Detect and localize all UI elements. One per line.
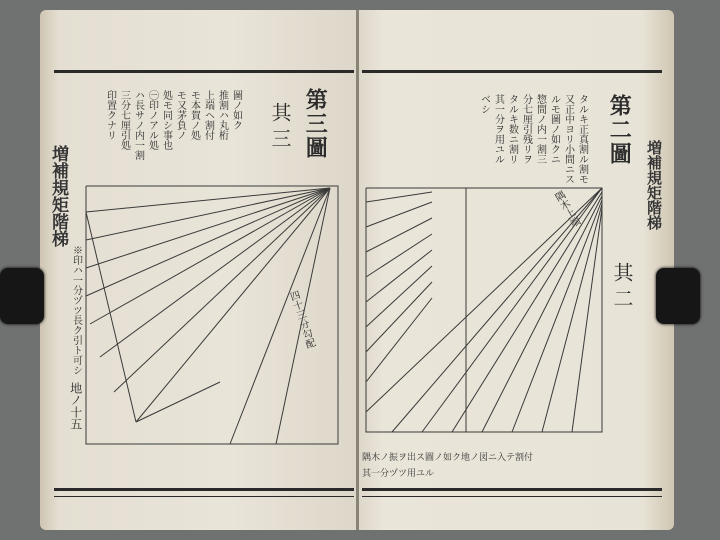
left-note-8: ハ長サノ内一割 [132, 90, 144, 160]
left-note-5: モ又茅負ノ [174, 90, 186, 140]
bottom-thin-rule-left [54, 496, 354, 497]
top-rule-right [362, 70, 662, 73]
open-book [40, 10, 674, 530]
left-page-title: 第三圖 [302, 88, 329, 160]
right-note-3: ルモ圖ノ如クニ [548, 94, 560, 164]
bottom-rule-left [54, 488, 354, 491]
right-note-4: 惣間ノ内一割三 [534, 94, 546, 164]
right-diagram-label: 隅木上端 [551, 189, 581, 230]
left-fan-diagram [80, 182, 342, 452]
top-rule-left [54, 70, 354, 73]
book-gutter [356, 10, 359, 530]
left-note-7: ㊀印ノアル処 [146, 90, 158, 150]
right-note-8: ベシ [478, 94, 490, 114]
right-note-7: 其一分ヲ用ユル [492, 94, 504, 164]
right-binding-clip [656, 268, 700, 324]
right-note-1: タルキ正真割ル割モ [576, 94, 588, 184]
right-page-subtitle: 其二 [610, 262, 634, 314]
page-number: 地ノ十五 [68, 382, 83, 430]
bottom-rule-right [362, 488, 662, 491]
left-note-3: 上端ヘ割付 [202, 90, 214, 140]
left-binding-clip [0, 268, 44, 324]
left-note-9: 三分七厘引処 [118, 90, 130, 150]
left-note-1: 圖ノ如ク [230, 90, 242, 130]
left-margin-title: 増補規矩階梯 [48, 145, 68, 247]
left-note-6: 処モ同シ事也 [160, 90, 172, 150]
right-page-title: 第二圖 [606, 94, 633, 166]
left-note-4: モ本賀ノ処 [188, 90, 200, 140]
left-note-2: 推割ハ丸桁 [216, 90, 228, 140]
left-margin-note: ※印ハ一分ヅツ長ク引ト可シ [70, 245, 82, 375]
right-footnote-1: 隅木ノ振ヲ出ス圖ノ如ク地ノ図ニ入テ割付 [362, 453, 534, 463]
right-note-5: 分七厘引残リヲ [520, 94, 532, 164]
left-page-subtitle: 其三 [268, 102, 292, 154]
right-note-6: タルキ数ニ割リ [506, 94, 518, 164]
right-margin-title: 増補規矩階梯 [645, 140, 663, 230]
right-note-2: 又正中ヨリ小間ニス [562, 94, 574, 184]
right-footnote-2: 其一分ヅツ用ユル [362, 469, 435, 479]
left-diagram-label: 四十三分勾配 [286, 289, 316, 351]
left-note-10: 印置クナリ [104, 90, 116, 140]
right-fan-diagram [362, 182, 616, 444]
bottom-thin-rule-right [362, 496, 662, 497]
